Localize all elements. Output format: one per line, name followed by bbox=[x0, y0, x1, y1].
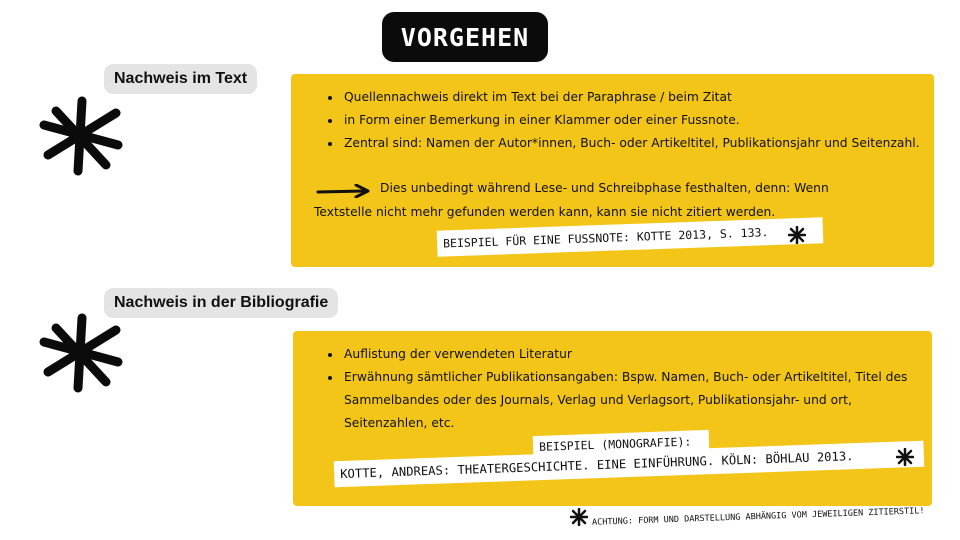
asterisk-icon bbox=[570, 508, 588, 526]
monograph-example-label-text: BEISPIEL (MONOGRAFIE): bbox=[538, 434, 692, 454]
text-citation-list bbox=[324, 86, 940, 155]
section-label-bibliography bbox=[104, 288, 338, 318]
page-title-text: VORGEHEN bbox=[400, 22, 530, 52]
note-line-1: Dies unbedingt während Lese- und Schreibphase festhalten, denn: Wenn bbox=[380, 181, 829, 195]
list-item: • Quellennachweis direkt im Text bei der Paraphrase / beim Zitat bbox=[342, 86, 940, 109]
section-label-text: Nachweis im Text bbox=[114, 70, 248, 87]
arrow-right-icon bbox=[316, 184, 372, 198]
asterisk-icon bbox=[36, 95, 126, 177]
list-item: • Erwähnung sämtlicher Publikationsangaben: Bspw. Namen, Buch- oder Artikeltitel, Titel des Sammelbandes oder des Journals, Verlag und Verlagsort, Publikationsjahr- und ort, Seitenzahlen, etc. bbox=[342, 366, 934, 435]
list-item: • Auflistung der verwendeten Literatur bbox=[342, 343, 934, 366]
asterisk-icon bbox=[788, 226, 806, 244]
note-line-2: Textstelle nicht mehr gefunden werden kann, kann sie nicht zitiert werden. bbox=[314, 205, 776, 219]
asterisk-icon bbox=[36, 312, 126, 394]
section-label-text: Nachweis in der Bibliografie bbox=[114, 294, 329, 311]
style-disclaimer: ACHTUNG: FORM UND DARSTELLUNG ABHÄNGIG VOM JEWEILIGEN ZITIERSTIL! bbox=[591, 506, 925, 528]
list-item: • Zentral sind: Namen der Autor*innen, Buch- oder Artikeltitel, Publikationsjahr und Seitenzahl. bbox=[342, 132, 940, 155]
list-item: • in Form einer Bemerkung in einer Klammer oder einer Fussnote. bbox=[342, 109, 940, 132]
footnote-example-text: BEISPIEL FÜR EINE FUSSNOTE: KOTTE 2013, S. 133. bbox=[442, 225, 769, 251]
monograph-example-text: KOTTE, ANDREAS: THEATERGESCHICHTE. EINE EINFÜHRUNG. KÖLN: BÖHLAU 2013. bbox=[339, 449, 854, 482]
asterisk-icon bbox=[896, 448, 914, 466]
page-title bbox=[382, 12, 548, 62]
bibliography-list bbox=[324, 343, 934, 435]
section-label-text-citation bbox=[104, 64, 257, 94]
